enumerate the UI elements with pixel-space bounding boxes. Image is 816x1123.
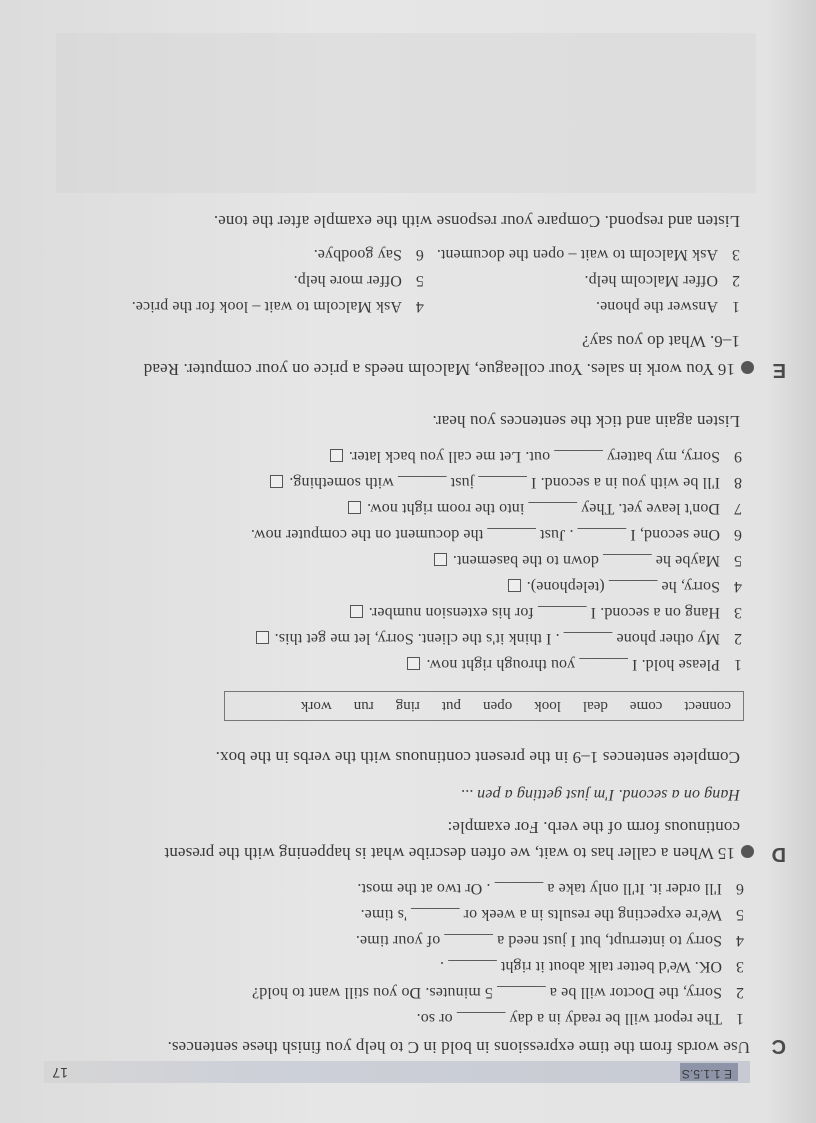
section-d-item-9: 9Sorry, my battery ______ out. Let me call you back later. bbox=[330, 447, 742, 465]
section-c-item-5: 5We're expecting the results in a week or ______ 's time. bbox=[360, 906, 744, 923]
section-c-item-6: 6I'll order it. It'll only take a ______ . Or two at the most. bbox=[357, 880, 744, 897]
section-c-banner bbox=[44, 1061, 750, 1083]
verb-box bbox=[224, 691, 744, 721]
page-number: 17 bbox=[52, 1065, 68, 1081]
section-e-instruction-1: 16 You work in sales. Your colleague, Malcolm needs a price on your computer. Read bbox=[144, 359, 754, 379]
section-letter-c: C bbox=[771, 1035, 786, 1057]
tick-box[interactable] bbox=[348, 501, 361, 514]
section-c-item-2: 2Sorry, the Doctor will be a ______ 5 minutes. Do you still want to hold? bbox=[251, 984, 744, 1001]
section-d-instruction-1: 15 When a caller has to wait, we often describe what is happening with the present bbox=[164, 843, 754, 863]
verb-word: come bbox=[629, 698, 663, 715]
verb-word: ring bbox=[395, 698, 420, 715]
section-letter-d: D bbox=[771, 843, 786, 865]
audio-track-icon bbox=[741, 361, 754, 374]
tick-box[interactable] bbox=[407, 657, 420, 670]
faded-text-area bbox=[56, 33, 756, 193]
prompt-row-2: 2Offer Malcolm help. 5Offer more help. bbox=[293, 272, 740, 289]
section-d-item-4: 4Sorry, he ______ (telephone). bbox=[508, 577, 742, 595]
verb-word: work bbox=[300, 698, 332, 715]
section-d-item-1: 1Please hold. I ______ you through right now. bbox=[407, 655, 742, 673]
section-c-item-4: 4Sorry to interrupt, but I just need a ______ of your time. bbox=[355, 932, 744, 949]
verb-word: open bbox=[483, 698, 513, 715]
verb-word: deal bbox=[582, 698, 608, 715]
section-e-question: 1–6. What do you say? bbox=[581, 332, 740, 351]
prompt-row-3: 3Ask Malcolm to wait – open the document. 6Say goodbye. bbox=[313, 246, 740, 263]
tick-box[interactable] bbox=[434, 553, 447, 566]
section-letter-e: E bbox=[772, 359, 786, 381]
page-code: E 1.1.5.S bbox=[681, 1067, 732, 1081]
section-d-item-2: 2My other phone ______ . I think it's the client. Sorry, let me get this. bbox=[256, 629, 742, 647]
section-d-item-7: 7Don't leave yet. They ______ into the room right now. bbox=[348, 499, 742, 517]
audio-track-icon bbox=[741, 845, 754, 858]
section-d-item-6: 6One second, I ______ . Just ______ the document on the computer now. bbox=[250, 526, 742, 543]
tick-box[interactable] bbox=[350, 605, 363, 618]
section-c-instruction: Use words from the time expressions in bold in C to help you finish these sentences. bbox=[167, 1038, 750, 1057]
verb-word: look bbox=[534, 698, 561, 715]
verb-word: run bbox=[353, 698, 374, 715]
section-d-item-5: 5Maybe he ______ down to the basement. bbox=[434, 551, 742, 569]
tick-box[interactable] bbox=[330, 449, 343, 462]
section-d-example: Hang on a second. I'm just getting a pen ... bbox=[460, 786, 740, 803]
prompt-row-1: 1Answer the phone. 4Ask Malcolm to wait – look for the price. bbox=[131, 298, 740, 315]
section-c-item-1: 1The report will be ready in a day ______ or so. bbox=[416, 1010, 744, 1027]
tick-box[interactable] bbox=[256, 631, 269, 644]
section-e-listen: Listen and respond. Compare your response with the example after the tone. bbox=[213, 212, 740, 231]
section-e-task: Listen again and tick the sentences you hear. bbox=[432, 412, 740, 431]
verb-word: connect bbox=[684, 698, 731, 715]
tick-box[interactable] bbox=[508, 579, 521, 592]
section-c-item-3: 3OK. We'd better talk about it right ______ . bbox=[439, 958, 744, 975]
section-d-item-3: 3Hang on a second. I ______ for his extension number. bbox=[350, 603, 742, 621]
section-d-task: Complete sentences 1–9 in the present continuous with the verbs in the box. bbox=[215, 748, 740, 767]
section-d-instruction-2: continuous form of the verb. For example: bbox=[447, 818, 740, 837]
tick-box[interactable] bbox=[270, 475, 283, 488]
verb-word: put bbox=[441, 698, 462, 715]
section-d-item-8: 8I'll be with you in a second. I ______ just ______ with something. bbox=[270, 473, 742, 491]
